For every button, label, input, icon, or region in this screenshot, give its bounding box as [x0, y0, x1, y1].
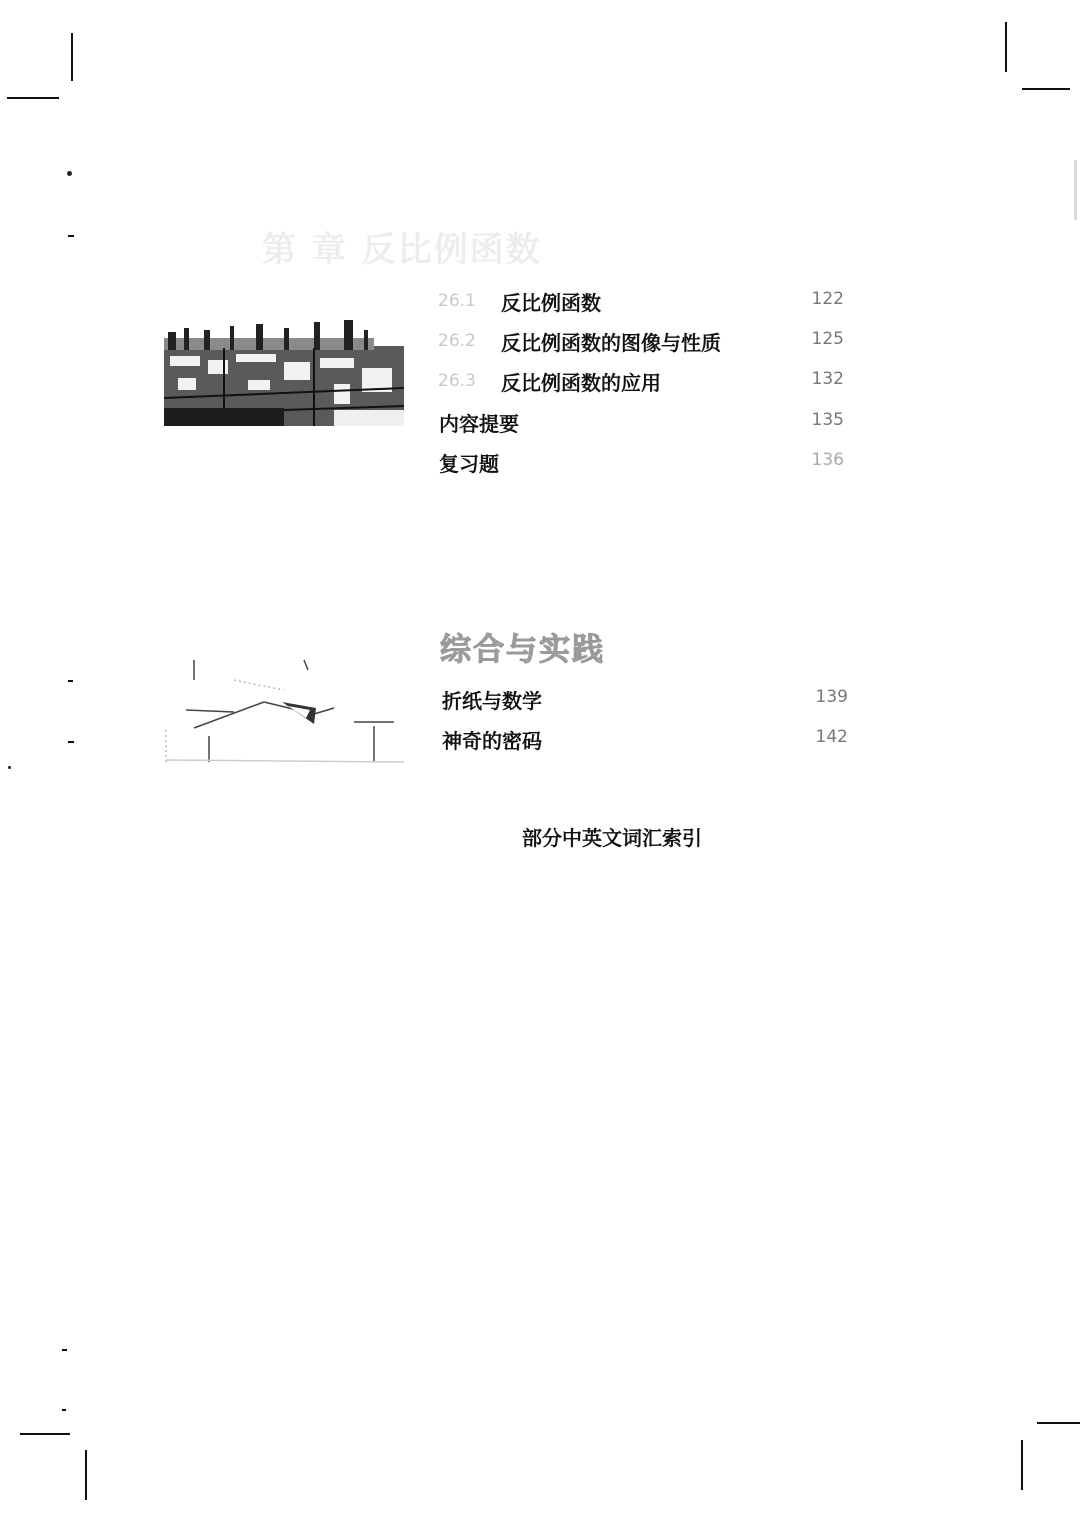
crop-mark-bottom-left-horizontal: [20, 1433, 70, 1435]
section-title: 神奇的密码: [442, 729, 542, 753]
section-title: 反比例函数的图像与性质: [501, 331, 721, 355]
chapter-photo: [164, 318, 404, 426]
page-number: 139: [815, 687, 848, 707]
crop-mark-top-left-horizontal: [7, 97, 59, 99]
scan-speck: [8, 766, 11, 769]
index-title[interactable]: 部分中英文词汇索引: [522, 826, 702, 850]
toc-entry[interactable]: [438, 367, 848, 399]
crop-mark-top-left-vertical: [71, 33, 73, 81]
section-title: 复习题: [439, 452, 499, 476]
crop-mark-bottom-right-horizontal: [1037, 1422, 1080, 1424]
section-number: 26.2: [438, 331, 476, 351]
toc-entry[interactable]: [438, 327, 848, 359]
section-title: 折纸与数学: [442, 689, 542, 713]
chapter-heading: 第 章 反比例函数: [262, 230, 542, 270]
page-number: 132: [811, 369, 844, 389]
crop-mark-top-right-horizontal: [1022, 88, 1070, 90]
toc-entry[interactable]: [438, 685, 848, 717]
section-title: 反比例函数: [501, 291, 601, 315]
page-number: 125: [811, 329, 844, 349]
page-number: 142: [815, 727, 848, 747]
registration-dash: [62, 1349, 67, 1351]
toc-entry[interactable]: [438, 408, 848, 440]
practice-sketch: [164, 650, 404, 768]
registration-dash: [68, 680, 73, 682]
registration-dash: [68, 741, 74, 743]
section-number: 26.3: [438, 371, 476, 391]
crop-mark-bottom-right-vertical: [1021, 1440, 1023, 1490]
registration-dash: [68, 235, 74, 237]
scan-speck: [67, 171, 72, 176]
practice-heading: 综合与实践: [440, 632, 605, 668]
page-number: 136: [811, 450, 844, 470]
registration-dash: [62, 1409, 66, 1411]
crop-mark-bottom-left-vertical: [85, 1450, 87, 1500]
section-title: 内容提要: [439, 412, 519, 436]
toc-entry[interactable]: [438, 725, 848, 757]
section-number: 26.1: [438, 291, 476, 311]
scan-edge-artifact: [1074, 160, 1077, 220]
page-number: 135: [811, 410, 844, 430]
crop-mark-top-right-vertical: [1005, 22, 1007, 72]
toc-entry[interactable]: [438, 287, 848, 319]
page-number: 122: [811, 289, 844, 309]
section-title: 反比例函数的应用: [501, 371, 661, 395]
toc-entry[interactable]: [438, 448, 848, 480]
